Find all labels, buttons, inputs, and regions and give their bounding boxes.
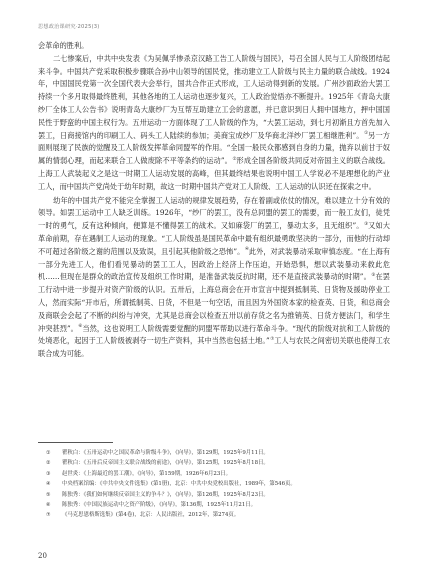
footnote-text: 《马克思恩格斯选集》(第4卷)，北京：人民出版社，2012年，第274页。 (62, 512, 240, 519)
footnote-text: 陈独秀：《中国民族运动中之资产阶级》，《向导》，第136期，1925年11月21日。 (62, 502, 257, 509)
footnote-item (38, 500, 390, 510)
paragraph-1-text: 会革命的胜利。 (38, 41, 89, 50)
paragraph-1 (38, 40, 390, 53)
footnote-number: ③ (46, 470, 51, 477)
article-body (38, 40, 390, 361)
paragraph-3-text-e: 当然，这也说明工人阶级需要觉醒的同盟军帮助以进行革命斗争。“现代的阶级对抗和工人阶级的处境恶化，起因于工人阶级被剥夺一切生产资料，其中当然也包括土地。” (38, 323, 390, 346)
paragraph-2 (38, 53, 390, 194)
footnotes (38, 448, 390, 521)
footnote-text: 赵世炎：《上海最近的罢工潮》，《向导》，第159期，1926年6月23日。 (62, 470, 232, 477)
footnote-text: 瞿秋白：《五卅后反帝国主义联合战线的前途》，《向导》，第125期，1925年8月18日。 (62, 460, 269, 467)
paragraph-2-text-b: 另一方面则展现了民族的觉醒及工人阶级发挥革命同盟军的作用。“全国一般民众都感到自身的力量，抛弃以前甘于奴属的情弱心理，而起来联合工人做废除不平等条约的运动”。 (38, 130, 390, 166)
paragraph-3-text-d: 在罢工行动中进一步提升对资产阶级的认识。五卅后，上海总商会在开市宣言中提到抵制英、日货物及援助停业工人，然而实际“开市后，所谓抵制英、日货，不但是一句空话，而且因为外国资本家的检查英、日货，和总商会及商联会会起了不断的纠纷与冲突，尤其是总商会以检查五卅以前存货之名为推销英、日货方便法门，和学生冲突甚烈”。 (38, 272, 390, 333)
paragraph-2-text-c: 形成全国各阶级共同反对帝国主义的联合战线。上海工人武装起义之是这一时期工人运动发展的高峰，但其最终结果也说明中国工人学说必不是理想化的产业工人，而中国共产党尚处于幼年时期，故这一时期中国共产党对工人阶级、工人运动的认识还在探索之中。 (38, 156, 390, 191)
paragraph-3-text-c: 此外，对武装暴动采取审慎态度。“在上海有一部分先进工人，他们看见暴动的罢工工人，因政治上经济上作压迫，开始恐惧，想以武装暴动来救此危机……但现在是群众的政治宣传及组织工作时期，是准备武装反抗时期，还不是直接武装暴动的时期”。 (38, 246, 391, 282)
journal-running-header: 思想政治课研究·2025(3) (38, 24, 100, 30)
footnote-ref-3[interactable]: ③ (364, 221, 369, 227)
footnote-number: ⑦ (46, 512, 51, 519)
paragraph-3-text-f: 工人与农民之间密切关联也使得工农联合成为可能。 (38, 336, 391, 359)
footnote-item (38, 510, 390, 520)
footnote-ref-5[interactable]: ⑤ (371, 272, 376, 278)
footnote-item (38, 469, 390, 479)
footnote-number: ⑤ (46, 491, 51, 498)
footnote-number: ① (46, 450, 51, 456)
footnote-ref-4[interactable]: ④ (244, 247, 249, 253)
paragraph-3-text-a: 幼年的中国共产党不能完全掌握工人运动的规律发展趋势，存在着副或依仗的情况，难以建立十分有效的领导。如罢工运动中工人缺乏训练。1926年，“纱厂的罢工，没有总同盟的罢工的需要，而一般工友们，徒凭一时的勇气，反有这种倾向，便算是不懂得罢工的战术。又如麻袋厂的罢工，暴动太多，且无组织”。 (38, 195, 390, 231)
footnote-item (38, 479, 390, 489)
footnote-ref-7[interactable]: ⑦ (270, 336, 275, 342)
footnote-number: ② (46, 460, 51, 467)
footnote-ref-6[interactable]: ⑥ (78, 324, 83, 330)
footnote-ref-2[interactable]: ② (232, 156, 237, 162)
footnote-ref-1[interactable]: ① (364, 131, 369, 137)
paragraph-3-text-b: 又如大革命前期，存在遇制工人运动的现象。“工人阶级虽是国民革命中最有组织最勇敢坚决的一部分，而他的行动却不可超过各阶级之谢的范围以及致误，且引起其他阶级之恐怖”。 (38, 221, 390, 256)
footnote-number: ⑥ (46, 502, 51, 509)
footnote-item (38, 490, 390, 500)
footnote-number: ④ (46, 481, 51, 488)
page-number: 20 (38, 552, 47, 560)
paragraph-3 (38, 195, 390, 361)
footnote-divider (38, 442, 113, 443)
footnote-text: 中央档案馆编：《中共中央文件选集》(第1册)，北京：中共中央党校出版社，1989年，第546页。 (62, 481, 296, 488)
footnote-item (38, 458, 390, 468)
footnote-text: 陈独秀：《我们如何继续反帝国主义的争斗？》，《向导》，第126期，1925年8月23日。 (62, 491, 269, 498)
paragraph-2-text-a: 二七惨案后，中共中央发表《为吴佩孚惨杀京汉路工告工人阶级与国民》，号召全国人民与工人阶级团结起来斗争。中国共产党采取积极步骤联合孙中山领导的国民党，推动建立工人阶级与民主力量的联合战线。1924年，中国国民党第一次全国代表大会举行，国共合作正式形成，工人运动得到新的发展。广州沙面政治大罢工持续一个多月取得最终胜利，其他各地的工人运动也逐步复兴，工人政治觉悟亦不断提升。1925年《青岛大康纱厂全体工人公告书》说明青岛大康纱厂为互帮互助建立工会的意愿，并已意识到日人拥中国地方，押中国国民性于野蛮的中国主权行为。五卅运动一方面体现了工人阶级的作为，“大罢工运动，到七月初渐且方首先加入罢工，日商接馆内的印刷工人、码头工人陆续的参加；美商宝成纱厂及华商北洋纱厂罢工相继胜利”。 (38, 53, 390, 140)
footnote-item (38, 448, 390, 458)
footnote-text: 瞿秋白：《五卅运动中之国民革命与阶级斗争》，《向导》，第129期，1925年9月11日。 (62, 450, 269, 456)
